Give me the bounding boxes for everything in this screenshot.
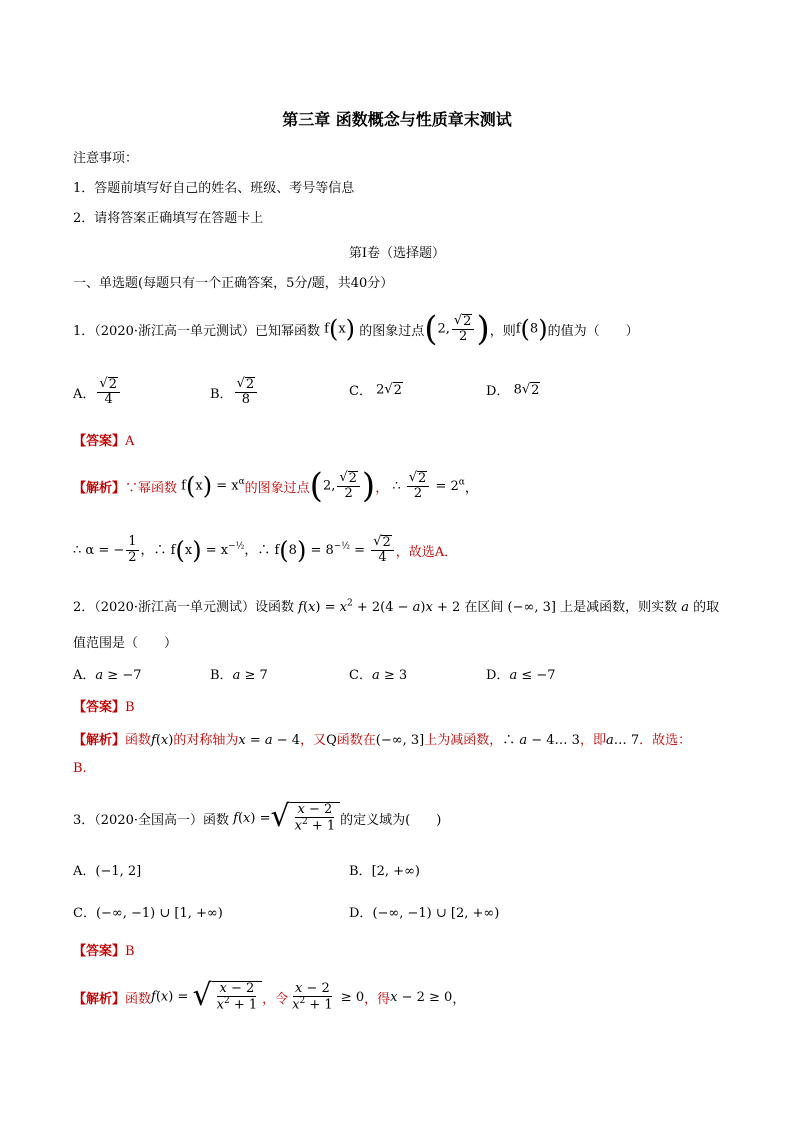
q3-answer: 【答案】B: [73, 944, 135, 959]
q1-option-a: A． √ 2 4: [73, 370, 122, 414]
notice-item-2: 2．请将答案正确填写在答题卡上: [73, 211, 264, 226]
question-1-mid: 的图象过点: [359, 323, 425, 339]
question-2-line-2: 值范围是（ ）: [73, 636, 178, 651]
q1-analysis-line-1: 【解析】 ∵幂函数 $f(x) = x^\alpha$ 的图象过点 (2, √ 2 2 ) ， ∴ √ 2 2 = $2^\alpha$ ，: [73, 466, 478, 506]
q2-option-b: B．a ≥ 7: [210, 668, 268, 683]
question-1-end: ，则: [489, 323, 516, 339]
doc-title: 第三章 函数概念与性质章末测试: [282, 110, 512, 129]
q2-option-d: D．a ≤ −7: [486, 668, 556, 683]
q2-analysis-line-2: B.: [73, 761, 87, 776]
notice-item-1: 1．答题前填写好自己的姓名、班级、考号等信息: [73, 181, 355, 196]
q1-answer: 【答案】A: [73, 434, 135, 449]
q3-option-c: C．(−∞, −1) ∪ [1, +∞): [73, 906, 223, 921]
question-1-prefix: 1．（2020·浙江高一单元测试）已知幂函数: [73, 323, 320, 339]
q3-option-b: B．[2, +∞): [349, 864, 420, 879]
q1-f8: f(8): [515, 315, 548, 343]
q2-answer: 【答案】B: [73, 700, 135, 715]
q1-point: (2, √ 2 2 ): [424, 309, 490, 349]
question-2-stem: 2．（2020·浙江高一单元测试）设函数 $f(x) = x^2 + 2(4 - a)x + 2$ 在区间 (−∞, 3] 上是减函数，则实数 a 的取: [73, 598, 720, 615]
notice-heading: 注意事项：: [73, 151, 139, 166]
section-title: 第I卷（选择题）: [348, 246, 446, 261]
q1-analysis-line-2: ∴ α = − $\frac{1}{2}$ ，∴ $f(x) = x^{-\frac{1}{2}}$，∴ $f(8) = 8^{-\frac{1}{2}}$ = √ 2 4 ，故选A．: [73, 533, 458, 566]
q3-analysis-line-1: 【解析】 函数 f(x) = √ $\frac{x - 2}{x^2 + 1}$ ，令 $\frac{x - 2}{x^2 + 1}$ ≥ 0 ，得 x − 2 ≥ 0 ，: [73, 978, 466, 1014]
question-1-stem: [73, 305, 639, 353]
question-3-stem: 3．（2020·全国高一）函数 f ( x ) = √ $\frac{x - 2}{x^2 + 1}$ 的定义域为( ): [73, 799, 442, 835]
q3-option-a: A．(−1, 2]: [73, 864, 142, 879]
q3-option-d: D．(−∞, −1) ∪ [2, +∞): [349, 906, 500, 921]
q1-option-d: D． 8 √ 2: [486, 381, 540, 399]
q2-analysis-line-1: 【解析】函数f(x)的对称轴为x = a − 4，又Q函数在(−∞, 3]上为减函数，∴ a − 4… 3，即a… 7．故选：: [73, 733, 692, 748]
q2-option-a: A．a ≥ −7: [73, 668, 142, 683]
part-title: 一、单选题(每题只有一个正确答案，5分/题，共40分）: [73, 276, 394, 291]
q1-fx: f(x): [320, 315, 356, 343]
q1-option-b: B． √ 2 8: [210, 370, 259, 414]
question-1-tail: 的值为（ ）: [547, 323, 639, 339]
q1-option-c: C． 2 √ 2: [349, 381, 402, 399]
q2-option-c: C．a ≥ 3: [349, 668, 408, 683]
